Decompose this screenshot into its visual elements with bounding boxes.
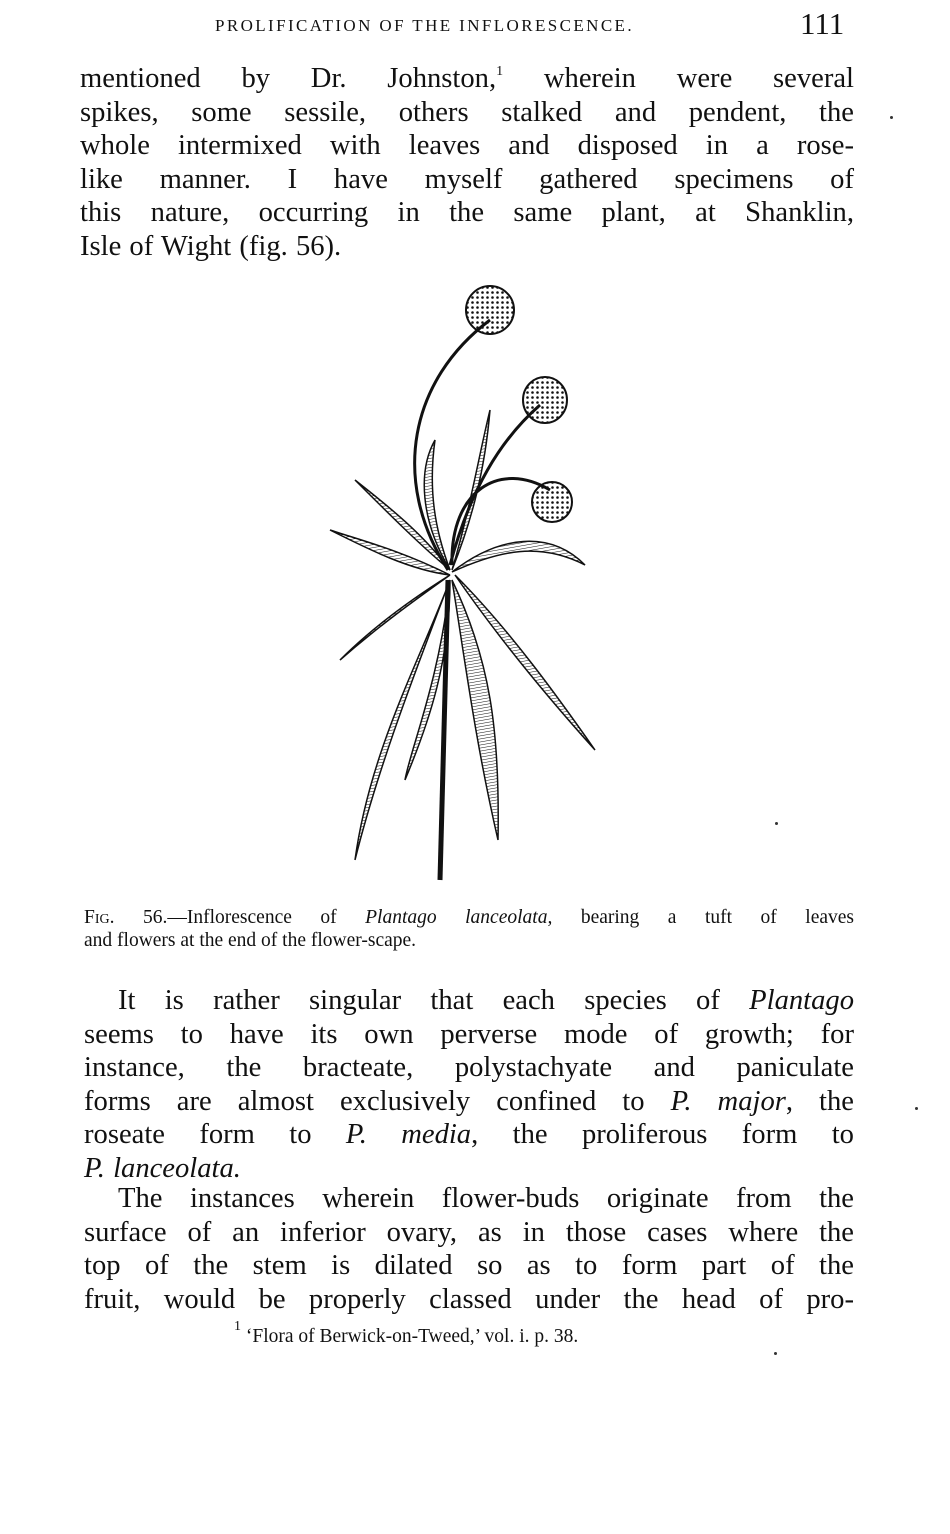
caption-line-1: Fig. 56.—Inflorescence of Plantago lanceolata, bearing a tuft of leaves <box>84 907 854 928</box>
paragraph-2-line-1: It is rather singular that each species of Plantago <box>118 985 854 1016</box>
paragraph-3 <box>84 1182 854 1316</box>
footnote-marker: 1 <box>234 1319 241 1334</box>
leaf-rosette <box>330 410 595 860</box>
paragraph-2-line-4: forms are almost exclusively confined to P. major, the <box>84 1085 854 1117</box>
paragraph-2 <box>84 984 854 1185</box>
running-title: PROLIFICATION OF THE INFLORESCENCE. <box>215 16 634 35</box>
footnote-text: ‘Flora of Berwick-on-Tweed,’ vol. i. p. 38. <box>241 1326 579 1347</box>
scan-speck <box>890 116 893 119</box>
scan-speck <box>775 822 778 825</box>
figure-label: Fig. 56. <box>84 907 168 928</box>
paragraph-1-line-5: this nature, occurring in the same plant, at Shanklin, <box>80 197 854 228</box>
scan-speck <box>915 1107 918 1110</box>
running-head <box>0 6 950 46</box>
paragraph-1-line-4: like manner. I have myself gathered specimens of <box>80 163 854 195</box>
caption-line-2: and flowers at the end of the flower-scape. <box>84 930 417 951</box>
paragraph-1 <box>80 62 854 263</box>
paragraph-2-line-3: instance, the bracteate, polystachyate and paniculate <box>84 1052 854 1083</box>
paragraph-3-line-3: top of the stem is dilated so as to form part of the <box>84 1250 854 1281</box>
paragraph-1-line-6: Isle of Wight (fig. 56). <box>80 230 342 262</box>
figure-caption <box>84 906 854 952</box>
footnote-ref: 1 <box>496 64 504 79</box>
plantago-illustration <box>300 280 620 890</box>
paragraph-2-line-6: P. lanceolata. <box>84 1152 241 1184</box>
species-name: Plantago lanceolata, <box>365 907 553 928</box>
paragraph-1-line-3: whole intermixed with leaves and disposed in a rose- <box>80 130 854 161</box>
page-number: 111 <box>800 6 845 41</box>
paragraph-3-line-4: fruit, would be properly classed under the head of pro- <box>84 1283 854 1315</box>
paragraph-2-line-2: seems to have its own perverse mode of growth; for <box>84 1018 854 1050</box>
paragraph-1-line-2: spikes, some sessile, others stalked and pendent, the <box>80 96 854 128</box>
paragraph-2-line-5: roseate form to P. media, the proliferous form to <box>84 1119 854 1150</box>
paragraph-1-line-1: mentioned by Dr. Johnston,$^1$ wherein were several <box>80 63 854 94</box>
scan-speck <box>774 1352 777 1355</box>
paragraph-3-line-2: surface of an inferior ovary, as in those cases where the <box>84 1216 854 1248</box>
footnote <box>234 1319 579 1348</box>
paragraph-3-line-1: The instances wherein flower-buds originate from the <box>118 1183 854 1214</box>
